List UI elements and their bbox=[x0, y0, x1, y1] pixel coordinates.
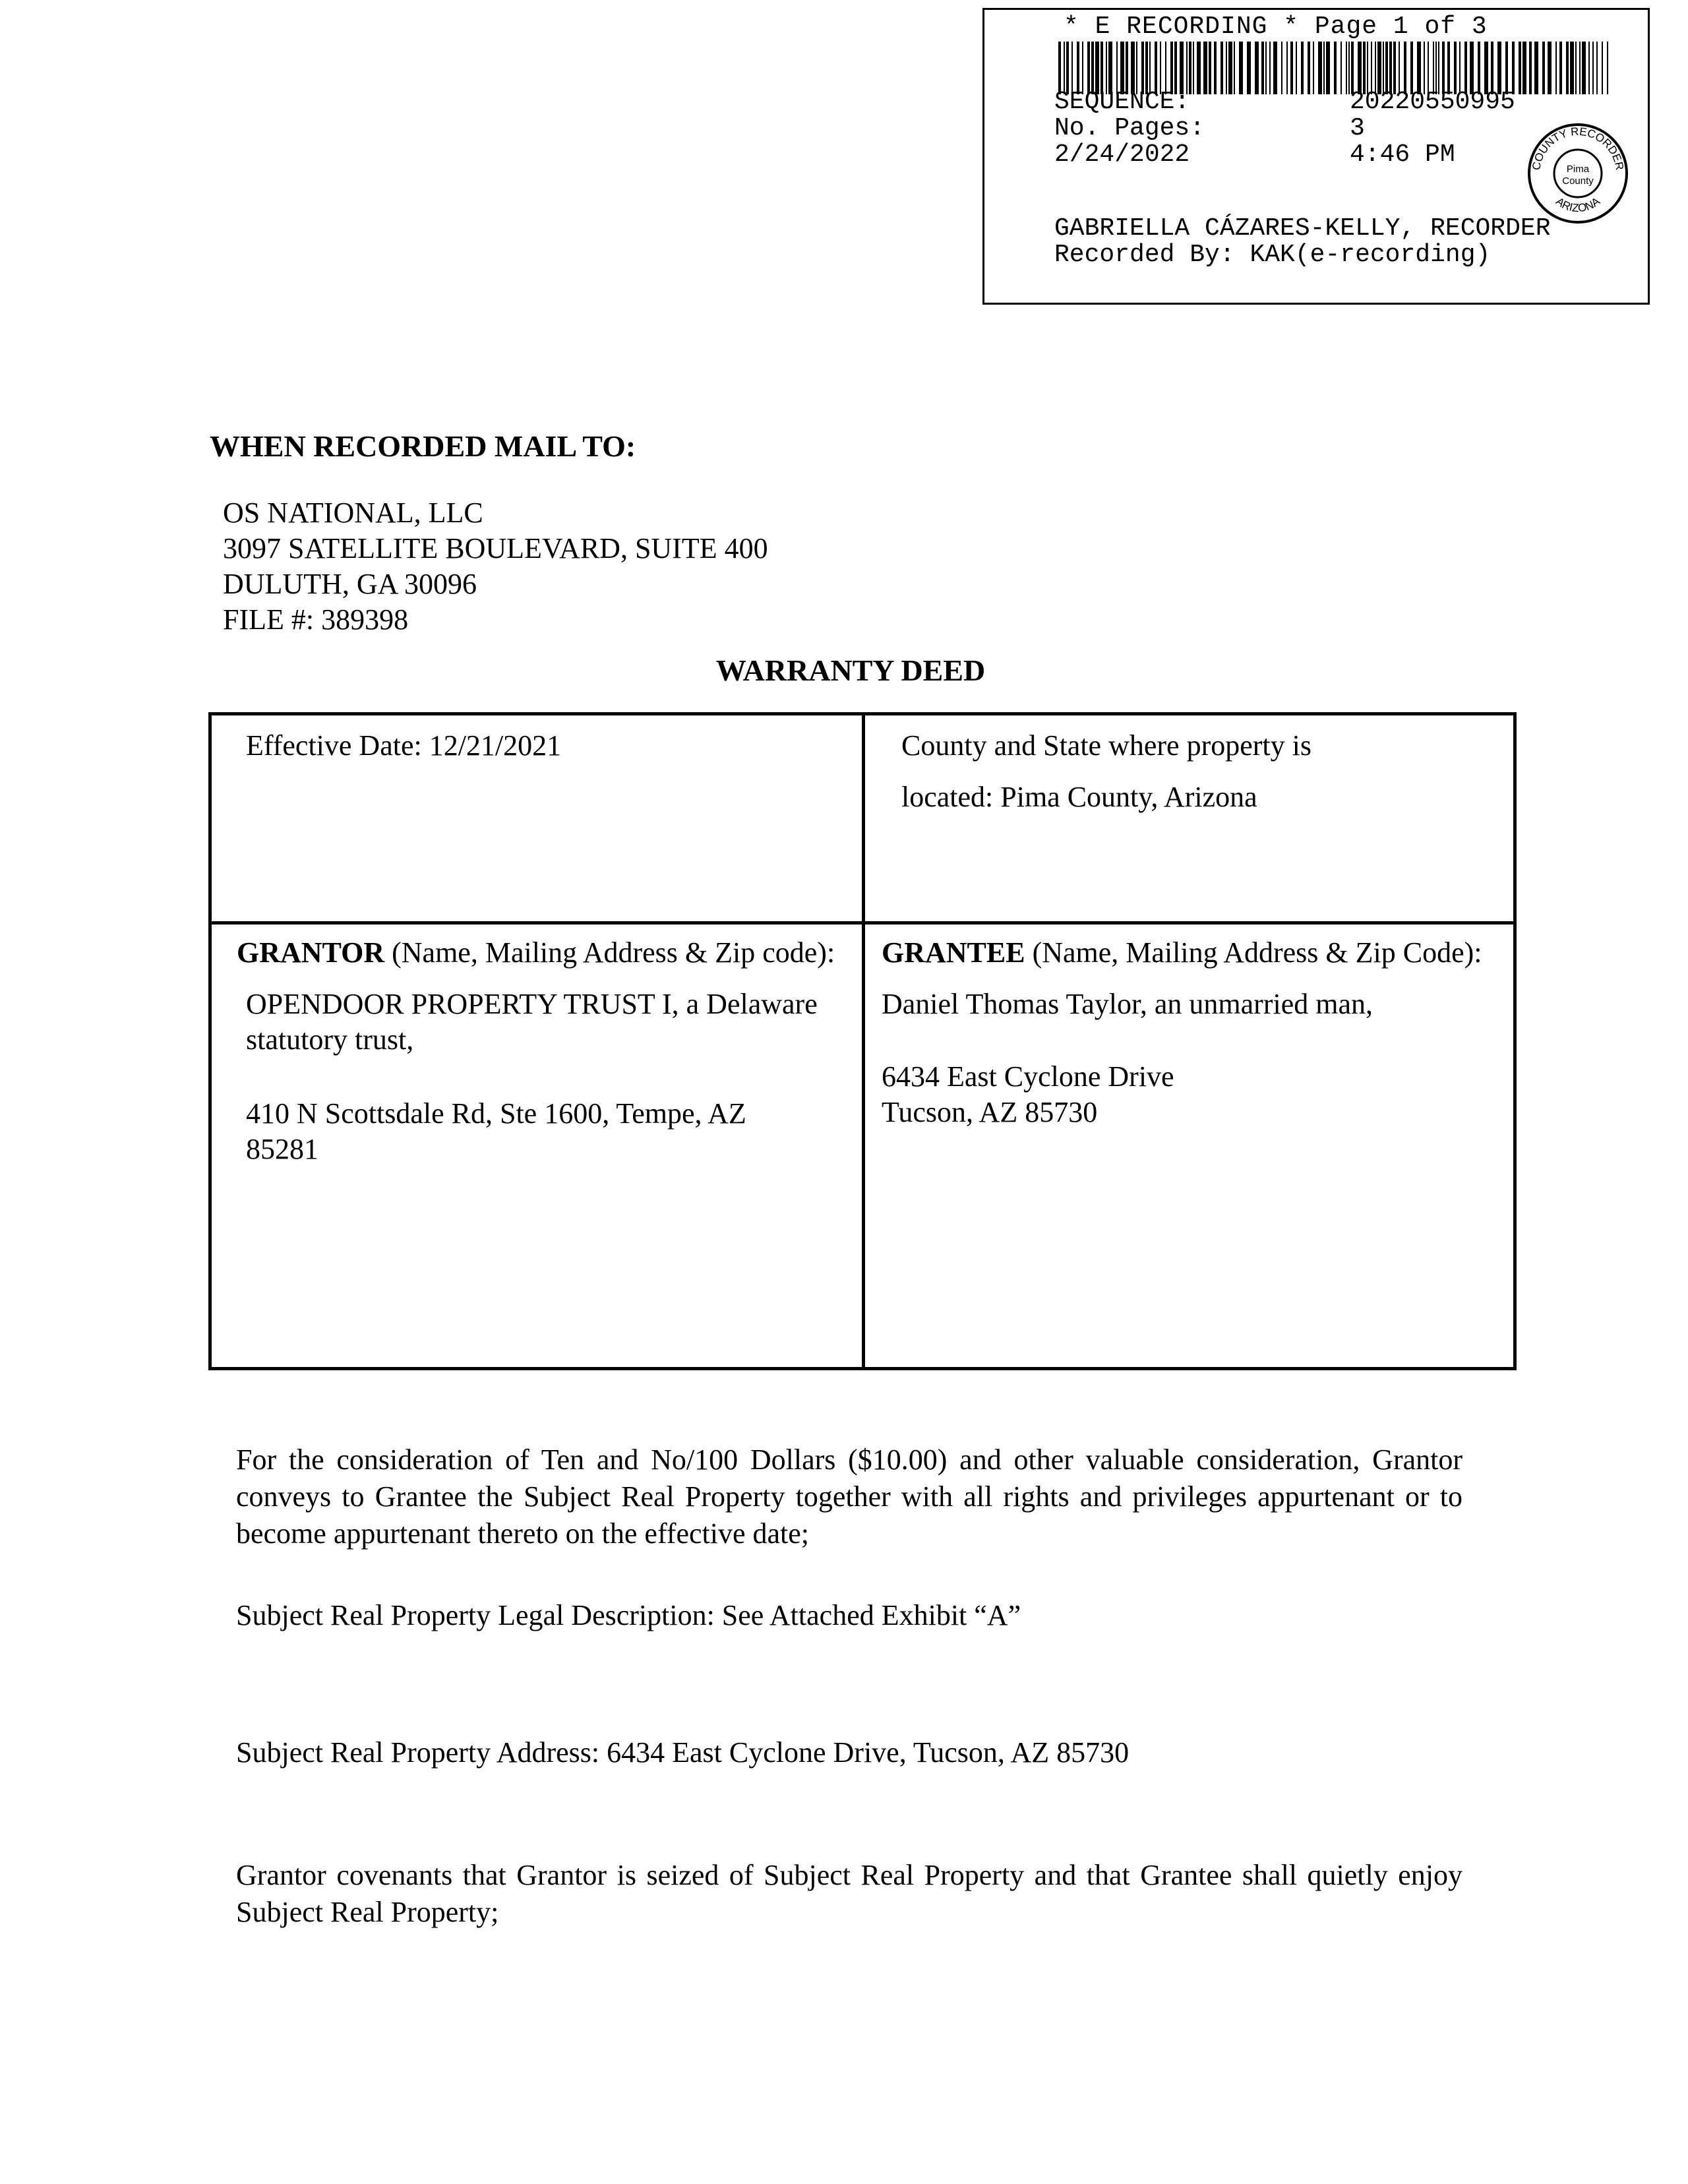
mail-to-line: DULUTH, GA 30096 bbox=[223, 568, 477, 600]
mail-to-line: OS NATIONAL, LLC bbox=[223, 497, 483, 529]
grantee-address-line-2: Tucson, AZ 85730 bbox=[882, 1096, 1098, 1128]
grantee-label: GRANTEE bbox=[882, 936, 1025, 969]
grantee-label-detail: (Name, Mailing Address & Zip Code): bbox=[1025, 936, 1482, 969]
grantor-heading bbox=[237, 936, 835, 969]
effective-date: Effective Date: 12/21/2021 bbox=[246, 729, 562, 762]
county-state-line-2: located: Pima County, Arizona bbox=[901, 781, 1257, 813]
grantor-name-line-1: OPENDOOR PROPERTY TRUST I, a Delaware bbox=[246, 988, 818, 1020]
seal-top-text: COUNTY RECORDER bbox=[1530, 125, 1626, 171]
grantor-address-line-2: 85281 bbox=[246, 1133, 318, 1165]
record-date: 2/24/2022 bbox=[1054, 140, 1190, 169]
table-divider-vertical bbox=[862, 715, 865, 1367]
property-address-paragraph: Subject Real Property Address: 6434 East Cyclone Drive, Tucson, AZ 85730 bbox=[236, 1736, 1130, 1769]
record-time: 4:46 PM bbox=[1350, 140, 1455, 169]
recorder-name: GABRIELLA CÁZARES-KELLY, RECORDER bbox=[1054, 214, 1551, 243]
deed-info-table bbox=[208, 712, 1517, 1370]
grantor-label-detail: (Name, Mailing Address & Zip code): bbox=[384, 936, 835, 969]
seal-center-line-2: County bbox=[1562, 175, 1594, 187]
county-state-line-1: County and State where property is bbox=[901, 729, 1311, 762]
seal-bottom-text: ARIZONA bbox=[1553, 195, 1602, 215]
grantor-name-line-2: statutory trust, bbox=[246, 1023, 414, 1056]
grantee-address-line-1: 6434 East Cyclone Drive bbox=[882, 1060, 1174, 1093]
grantor-address-line-1: 410 N Scottsdale Rd, Ste 1600, Tempe, AZ bbox=[246, 1097, 746, 1130]
consideration-paragraph: For the consideration of Ten and No/100 Dollars ($10.00) and other valuable consideration, Grantor conveys to Grantee the Subject Real Property together with all rights and privileges appurtenant or to become appurtenant thereto on the effective date; bbox=[236, 1443, 1462, 1550]
mail-to-heading: WHEN RECORDED MAIL TO: bbox=[210, 429, 636, 463]
mail-to-line: 3097 SATELLITE BOULEVARD, SUITE 400 bbox=[223, 532, 768, 564]
recording-stamp bbox=[982, 8, 1650, 305]
grantor-label: GRANTOR bbox=[237, 936, 385, 969]
recorded-by: Recorded By: KAK(e-recording) bbox=[1054, 241, 1491, 269]
mail-to-line: FILE #: 389398 bbox=[223, 603, 409, 636]
grantee-name: Daniel Thomas Taylor, an unmarried man, bbox=[882, 988, 1373, 1020]
pages-value: 3 bbox=[1350, 114, 1365, 142]
table-divider-horizontal bbox=[212, 921, 1513, 925]
legal-description-paragraph: Subject Real Property Legal Description: See Attached Exhibit “A” bbox=[236, 1599, 1021, 1631]
county-recorder-seal bbox=[1525, 121, 1631, 226]
pages-label: No. Pages: bbox=[1054, 114, 1205, 142]
grantee-heading bbox=[882, 936, 1482, 969]
stamp-header: * E RECORDING * Page 1 of 3 bbox=[1064, 13, 1488, 41]
barcode bbox=[1058, 42, 1608, 94]
seal-center-line-1: Pima bbox=[1566, 164, 1590, 175]
sequence-value: 20220550995 bbox=[1350, 88, 1515, 116]
sequence-label: SEQUENCE: bbox=[1054, 88, 1190, 116]
deed-title: WARRANTY DEED bbox=[715, 653, 986, 687]
covenant-paragraph: Grantor covenants that Grantor is seized of Subject Real Property and that Grantee shall quietly enjoy Subject Real Property; bbox=[236, 1859, 1462, 1928]
